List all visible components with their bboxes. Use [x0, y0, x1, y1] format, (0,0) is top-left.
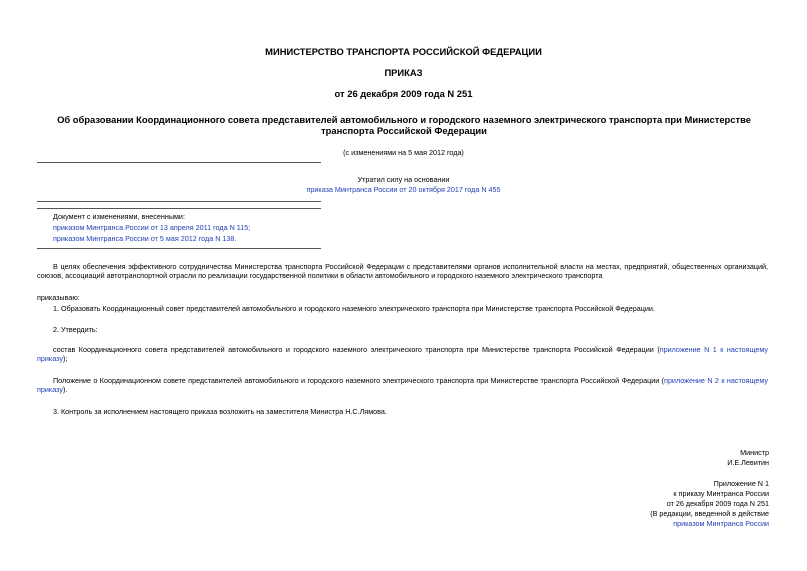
paragraph-3: 3. Контроль за исполнением настоящего приказа возложить на заместителя Министра Н.С.Лямова. — [53, 407, 387, 416]
paragraph-2a — [37, 345, 768, 363]
paragraph-2: 2. Утвердить: — [53, 325, 98, 334]
ministry-heading: МИНИСТЕРСТВО ТРАНСПОРТА РОССИЙСКОЙ ФЕДЕРАЦИИ — [265, 46, 542, 57]
doc-type-heading: ПРИКАЗ — [384, 67, 423, 78]
amendment-item — [53, 234, 236, 243]
divider-line — [37, 201, 321, 202]
date-heading: от 26 декабря 2009 года N 251 — [334, 88, 473, 99]
appendix-line-4 — [673, 519, 769, 528]
amendment-item — [53, 223, 250, 232]
signature-name: И.Е.Левитин — [727, 458, 769, 467]
paragraph-2b-text: Положение о Координационном совете представителей автомобильного и городского наземного электрического транспорта при Министерстве транспорта Российской Федерации ( — [53, 376, 665, 385]
appendix-line-1: к приказу Минтранса России — [673, 489, 769, 498]
divider-line — [37, 208, 321, 209]
signature-role: Министр — [740, 448, 769, 457]
appendix-1-link[interactable]: приложение N 1 к настоящему приказу — [37, 345, 769, 363]
divider-line — [37, 248, 321, 249]
paragraph-2a-text: состав Координационного совета представителей автомобильного и городского наземного электрического транспорта при Министерстве транспорта Российской Федерации ( — [53, 345, 660, 354]
lost-force-link[interactable]: приказа Минтранса России от 20 октября 2017 года N 455 — [306, 185, 501, 194]
amendment-link-1[interactable]: приказом Минтранса России от 13 апреля 2011 года N 115; — [53, 223, 251, 232]
amendments-intro: Документ с изменениями, внесенными: — [53, 212, 185, 221]
lost-force-link-row — [0, 185, 807, 194]
preamble-paragraph: В целях обеспечения эффективного сотрудничества Министерства транспорта Российской Федерации с представителями органов исполнительной власти на местах, предприятий, общественных организаций, союзов, ассоциаций автотранспортной отрасли по реализации государственной политики в области автомобильного и городского наземного электрического транспорта — [37, 262, 768, 280]
appendix-line-3: (В редакции, введенной в действие — [650, 509, 769, 518]
subject-heading: Об образовании Координационного совета представителей автомобильного и городского наземного электрического транспорта при Министерстве транспорта Российской Федерации — [57, 114, 751, 136]
paragraph-1: 1. Образовать Координационный совет представителей автомобильного и городского наземного электрического транспорта при Министерстве транспорта Российской Федерации. — [53, 304, 655, 313]
appendix-line-2: от 26 декабря 2009 года N 251 — [666, 499, 769, 508]
amendment-link-2[interactable]: приказом Минтранса России от 5 мая 2012 года N 138. — [53, 234, 237, 243]
appendix-title: Приложение N 1 — [713, 479, 769, 488]
lost-force-text: Утратил силу на основании — [357, 175, 450, 184]
paragraph-2a-end: ); — [62, 354, 68, 363]
paragraph-2b — [37, 376, 768, 394]
paragraph-2b-end: ). — [62, 385, 68, 394]
amended-note: (с изменениями на 5 мая 2012 года) — [343, 148, 464, 157]
appendix-order-link[interactable]: приказом Минтранса России — [673, 519, 769, 528]
divider-line — [37, 162, 321, 163]
appendix-2-link[interactable]: приложение N 2 к настоящему приказу — [37, 376, 768, 394]
order-word: приказываю: — [37, 293, 80, 302]
